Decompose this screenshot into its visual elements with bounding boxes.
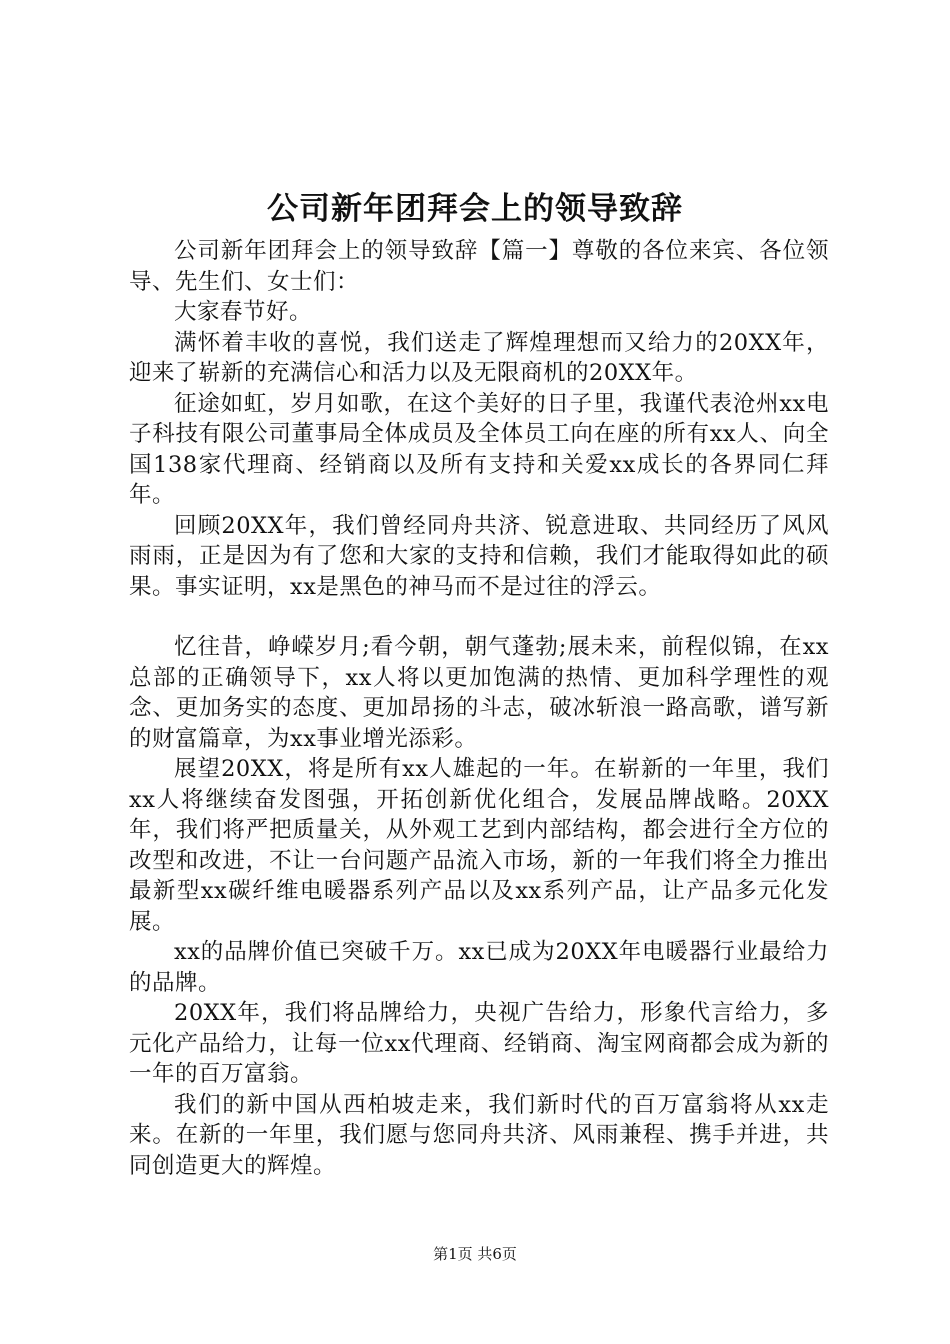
paragraph-brand-plan: 20XX年，我们将品牌给力，央视广告给力，形象代言给力，多元化产品给力，让每一位xx代理商、经销商、淘宝网商都会成为新的一年的百万富翁。: [129, 1000, 829, 1087]
page-number-footer: 第1页 共6页: [433, 1245, 517, 1263]
paragraph-representation: 征途如虹，岁月如歌，在这个美好的日子里，我谨代表沧州xx电子科技有限公司董事局全体成员及全体员工向在座的所有xx人、向全国138家代理商、经销商以及所有支持和关爱xx成长的各界同仁拜年。: [129, 390, 829, 508]
paragraph-review: 回顾20XX年，我们曾经同舟共济、锐意进取、共同经历了风风雨雨，正是因为有了您和大家的支持和信赖，我们才能取得如此的硕果。事实证明，xx是黑色的神马而不是过往的浮云。: [129, 512, 829, 600]
document-body: [129, 236, 829, 1181]
paragraph-brand-value: xx的品牌价值已突破千万。xx已成为20XX年电暖器行业最给力的品牌。: [129, 939, 829, 996]
paragraph-festival-wish: 大家春节好。: [174, 299, 313, 325]
paragraph-prospects: 展望20XX，将是所有xx人雄起的一年。在崭新的一年里，我们xx人将继续奋发图强，开拓创新优化组合，发展品牌战略。20XX年，我们将严把质量关，从外观工艺到内部结构，都会进行全方位的改型和改进，不让一台问题产品流入市场，新的一年我们将全力推出最新型xx碳纤维电暖器系列产品以及xx系列产品，让产品多元化发展。: [129, 756, 829, 935]
paragraph-closing: 我们的新中国从西柏坡走来，我们新时代的百万富翁将从xx走来。在新的一年里，我们愿与您同舟共济、风雨兼程、携手并进，共同创造更大的辉煌。: [129, 1091, 829, 1179]
document-title: 公司新年团拜会上的领导致辞: [267, 191, 683, 227]
paragraph-new-year: 满怀着丰收的喜悦，我们送走了辉煌理想而又给力的20XX年，迎来了崭新的充满信心和活力以及无限商机的20XX年。: [129, 329, 829, 386]
paragraph-greeting: 公司新年团拜会上的领导致辞【篇一】尊敬的各位来宾、各位领导、先生们、女士们：: [129, 238, 829, 295]
paragraph-outlook: 忆往昔，峥嵘岁月;看今朝，朝气蓬勃;展未来，前程似锦，在xx总部的正确领导下，xx人将以更加饱满的热情、更加科学理性的观念、更加务实的态度、更加昂扬的斗志，破冰斩浪一路高歌，谱写新的财富篇章，为xx事业增光添彩。: [129, 634, 829, 752]
